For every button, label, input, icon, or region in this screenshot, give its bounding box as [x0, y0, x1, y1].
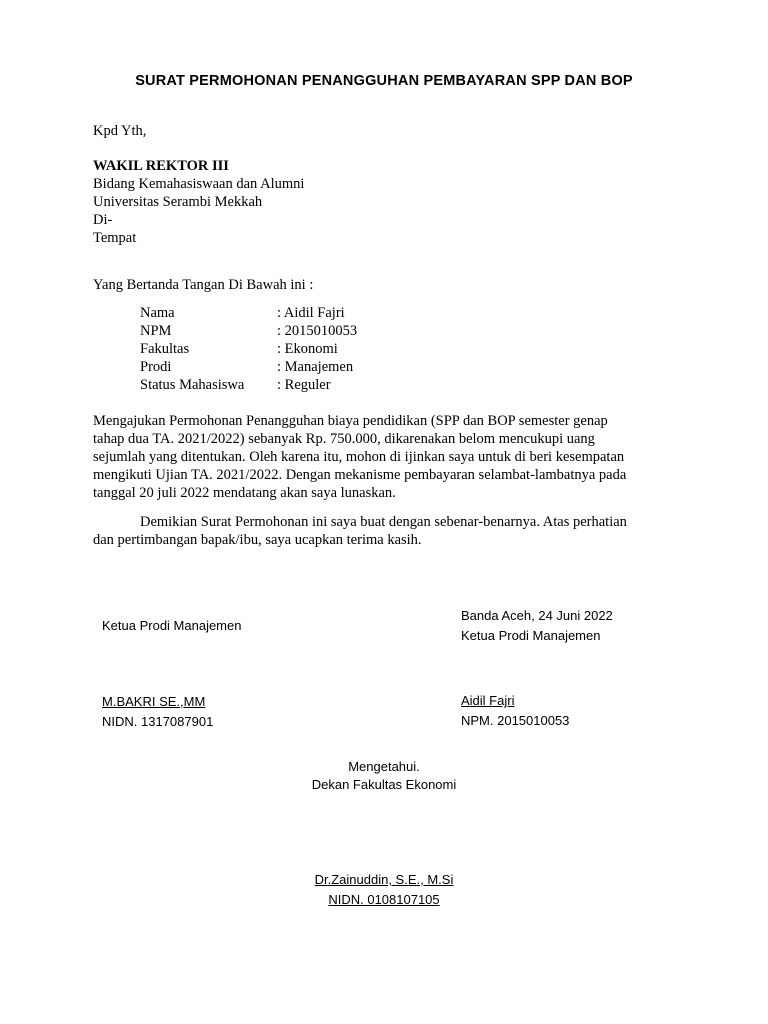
info-label: NPM: [140, 323, 172, 339]
right-sign-id: NPM. 2015010053: [461, 713, 570, 728]
info-value: : Reguler: [277, 377, 331, 393]
body-line: tahap dua TA. 2021/2022) sebanyak Rp. 750.000, dikarenakan belom mencukupi uang: [93, 431, 595, 447]
recipient-line: Tempat: [93, 230, 137, 246]
right-sign-name: Aidil Fajri: [461, 693, 515, 708]
intro-text: Yang Bertanda Tangan Di Bawah ini :: [93, 277, 314, 293]
info-label: Status Mahasiswa: [140, 377, 245, 393]
acknowledge-heading: Mengetahui.: [348, 759, 420, 774]
info-value: : Ekonomi: [277, 341, 338, 357]
letter-title: SURAT PERMOHONAN PENANGGUHAN PEMBAYARAN SPP DAN BOP: [135, 73, 633, 89]
info-label: Fakultas: [140, 341, 190, 357]
info-row: [140, 340, 338, 358]
acknowledge-name: Dr.Zainuddin, S.E., M.Si: [314, 872, 454, 887]
recipient-line: Di-: [93, 212, 113, 228]
info-row: [140, 376, 331, 394]
info-value: : Aidil Fajri: [277, 305, 345, 321]
recipient-position: WAKIL REKTOR III: [93, 158, 229, 174]
closing-line: Demikian Surat Permohonan ini saya buat dengan sebenar-benarnya. Atas perhatian: [140, 514, 627, 530]
right-sign-place-date: Banda Aceh, 24 Juni 2022: [461, 608, 613, 623]
closing-line: dan pertimbangan bapak/ibu, saya ucapkan terima kasih.: [93, 532, 422, 548]
body-line: Mengajukan Permohonan Penangguhan biaya pendidikan (SPP dan BOP semester genap: [93, 413, 608, 429]
body-line: sejumlah yang ditentukan. Oleh karena itu, mohon di ijinkan saya untuk di beri kesempatan: [93, 449, 625, 465]
info-value: : Manajemen: [277, 359, 354, 375]
info-label: Nama: [140, 305, 175, 321]
acknowledge-id: NIDN. 0108107105: [328, 892, 440, 907]
info-row: [140, 304, 345, 322]
acknowledge-role: Dekan Fakultas Ekonomi: [311, 777, 457, 792]
salutation: Kpd Yth,: [93, 123, 147, 139]
left-sign-name: M.BAKRI SE.,MM: [102, 694, 206, 709]
info-label: Prodi: [140, 359, 172, 375]
info-row: [140, 322, 357, 340]
recipient-line: Bidang Kemahasiswaan dan Alumni: [93, 176, 305, 192]
right-sign-role: Ketua Prodi Manajemen: [461, 628, 601, 643]
info-row: [140, 358, 353, 376]
left-sign-role: Ketua Prodi Manajemen: [102, 618, 242, 633]
body-line: mengikuti Ujian TA. 2021/2022. Dengan mekanisme pembayaran selambat-lambatnya pada: [93, 467, 627, 483]
recipient-line: Universitas Serambi Mekkah: [93, 194, 263, 210]
info-value: : 2015010053: [277, 323, 358, 339]
body-line: tanggal 20 juli 2022 mendatang akan saya lunaskan.: [93, 485, 396, 501]
left-sign-id: NIDN. 1317087901: [102, 714, 214, 729]
